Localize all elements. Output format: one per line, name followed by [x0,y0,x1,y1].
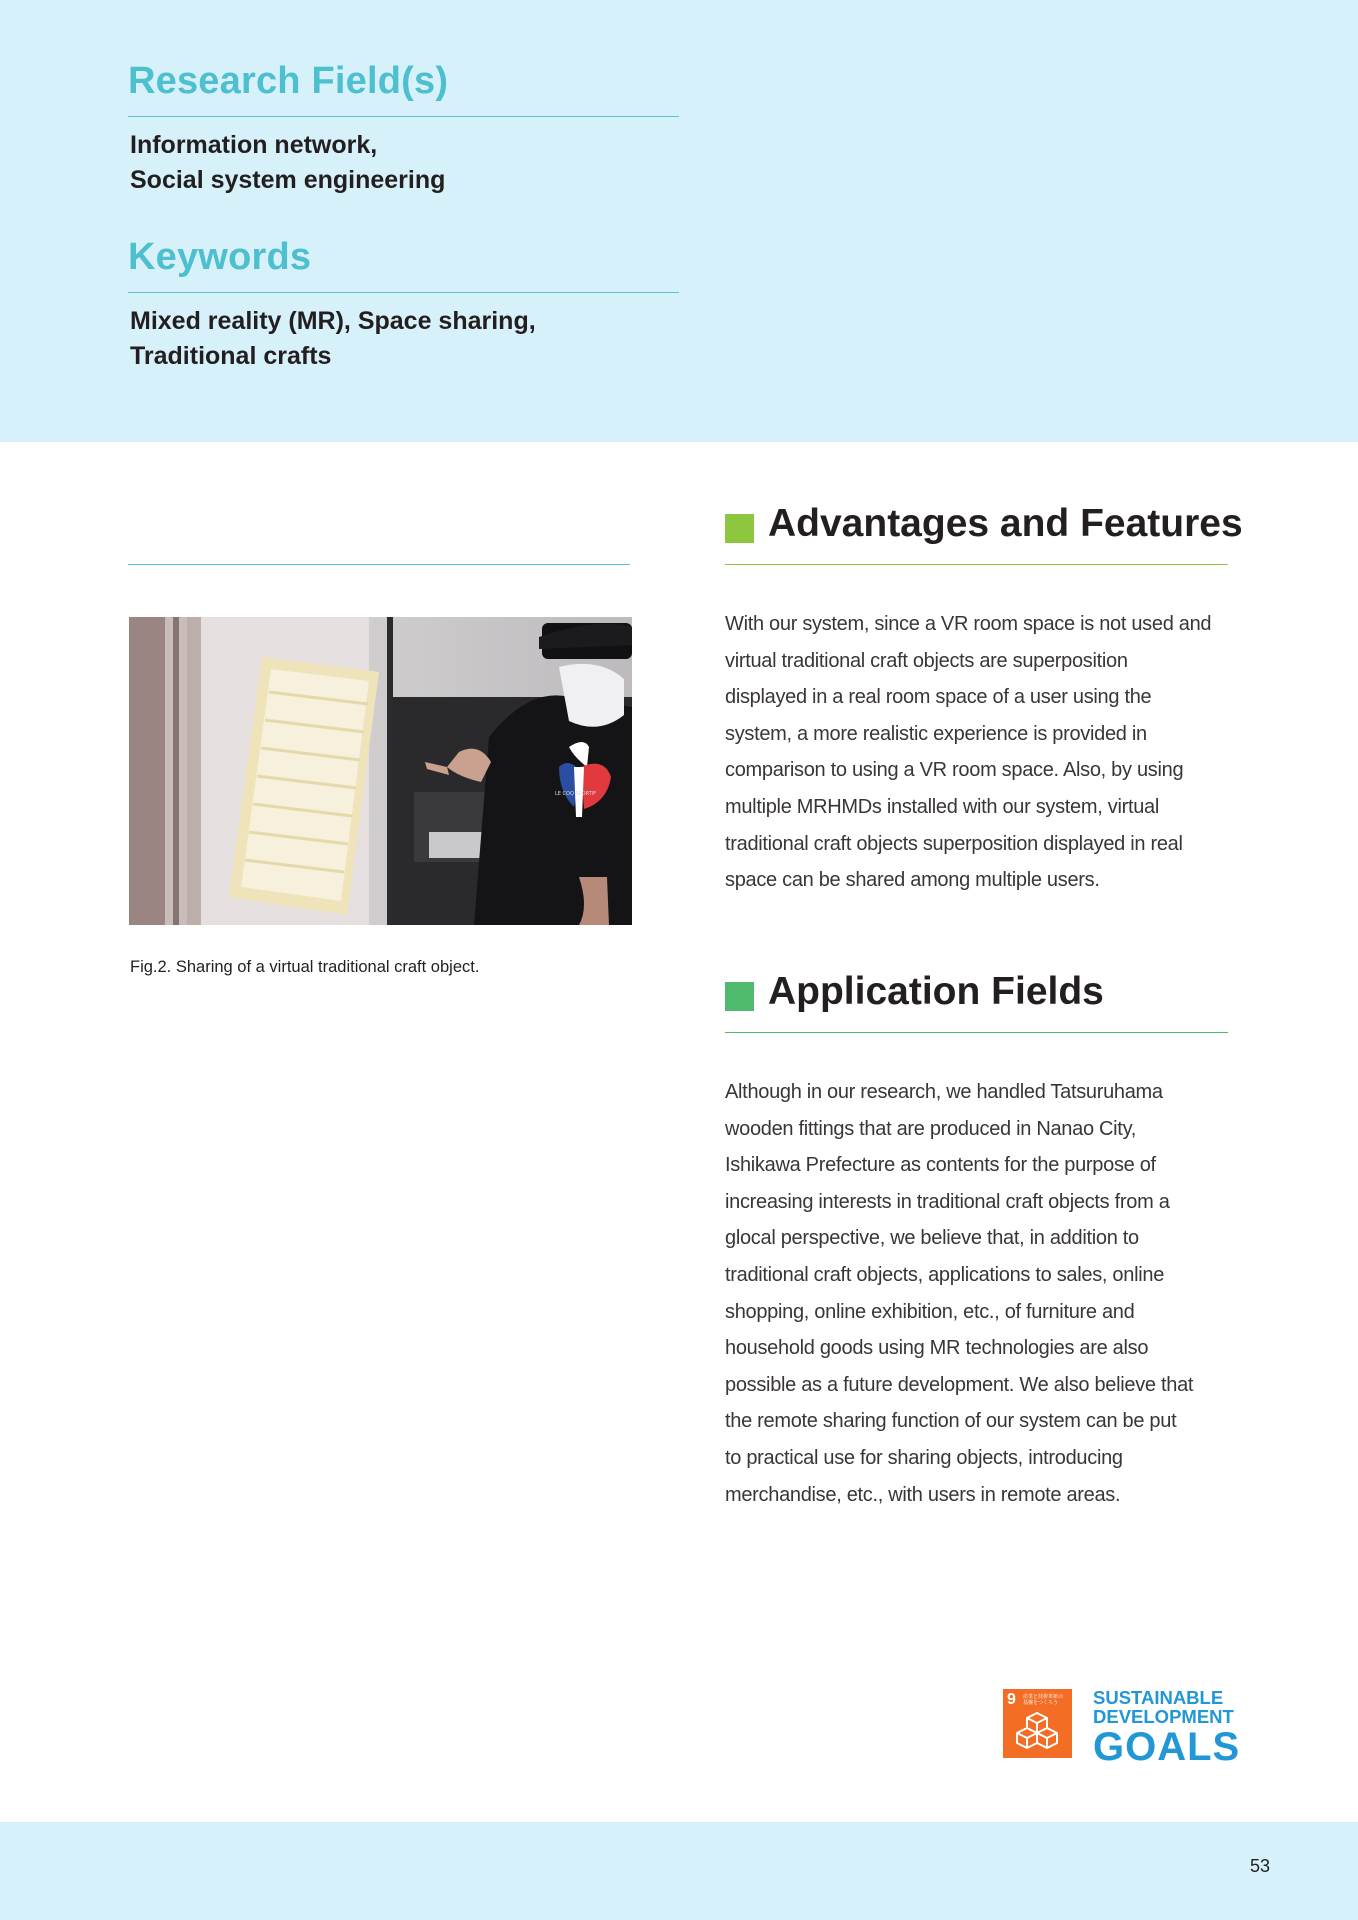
text-line: shopping, online exhibition, etc., of furniture and [725,1300,1135,1323]
advantages-rule [725,564,1228,565]
keywords-rule [128,292,679,293]
research-fields-heading: Research Field(s) [128,60,449,102]
sdg-goal-number: 9 [1007,1691,1016,1708]
keywords-text [130,304,536,374]
text-line: space can be shared among multiple users. [725,869,1100,892]
text-line: comparison to using a VR room space. Also, by using [725,759,1184,782]
page-number: 53 [1250,1856,1271,1876]
keywords-heading: Keywords [128,236,312,278]
photo-illustration [129,617,632,925]
text-line: Ishikawa Prefecture as contents for the purpose of [725,1154,1156,1177]
text-line: displayed in a real room space of a user using the [725,686,1152,709]
text-line: household goods using MR technologies are also [725,1337,1149,1360]
text-line: the remote sharing function of our system can be put [725,1410,1177,1433]
left-column-rule [128,564,630,565]
advantages-body [725,606,1228,899]
text-line: Although in our research, we handled Tatsuruhama [725,1081,1163,1103]
research-field-line: Information network, [130,131,378,159]
text-line: traditional craft objects superposition displayed in real [725,832,1183,855]
sdg-goals-word: GOALS [1093,1725,1241,1769]
shirt-text: LE COQ SPORTIF [555,791,597,797]
sdg-logo [1093,1687,1241,1769]
figure-photo [129,617,632,925]
sdg-goal-9-icon [1003,1689,1072,1758]
research-fields-text [130,128,445,198]
advantages-marker-icon [725,514,754,543]
text-line: wooden fittings that are produced in Nanao City, [725,1117,1137,1140]
research-fields-rule [128,116,679,117]
text-line: virtual traditional craft objects are superposition [725,649,1128,672]
research-field-line: Social system engineering [130,166,446,194]
sdg-goal-text: 産業と技術革新の基盤をつくろう [1023,1694,1064,1706]
text-line: With our system, since a VR room space is not used and [725,613,1212,635]
sdg-line-2: DEVELOPMENT [1093,1706,1234,1727]
advantages-heading: Advantages and Features [768,502,1243,545]
applications-heading: Application Fields [768,970,1104,1013]
applications-marker-icon [725,982,754,1011]
text-line: multiple MRHMDs installed with our system, virtual [725,795,1160,818]
footer-band [0,1822,1358,1920]
cubes-icon [1003,1689,1072,1758]
figure-caption: Fig.2. Sharing of a virtual traditional craft object. [130,958,480,976]
keyword-line: Mixed reality (MR), Space sharing, [130,307,536,335]
sdg-line-1: SUSTAINABLE [1093,1687,1224,1708]
text-line: to practical use for sharing objects, introducing [725,1446,1123,1469]
text-line: possible as a future development. We also believe that [725,1373,1194,1396]
text-line: increasing interests in traditional craft objects from a [725,1190,1170,1213]
applications-rule [725,1032,1228,1033]
keyword-line: Traditional crafts [130,342,332,370]
text-line: system, a more realistic experience is provided in [725,722,1147,745]
applications-body [725,1074,1228,1513]
text-line: glocal perspective, we believe that, in addition to [725,1227,1139,1250]
text-line: traditional craft objects, applications to sales, online [725,1263,1165,1286]
text-line: merchandise, etc., with users in remote areas. [725,1483,1121,1506]
